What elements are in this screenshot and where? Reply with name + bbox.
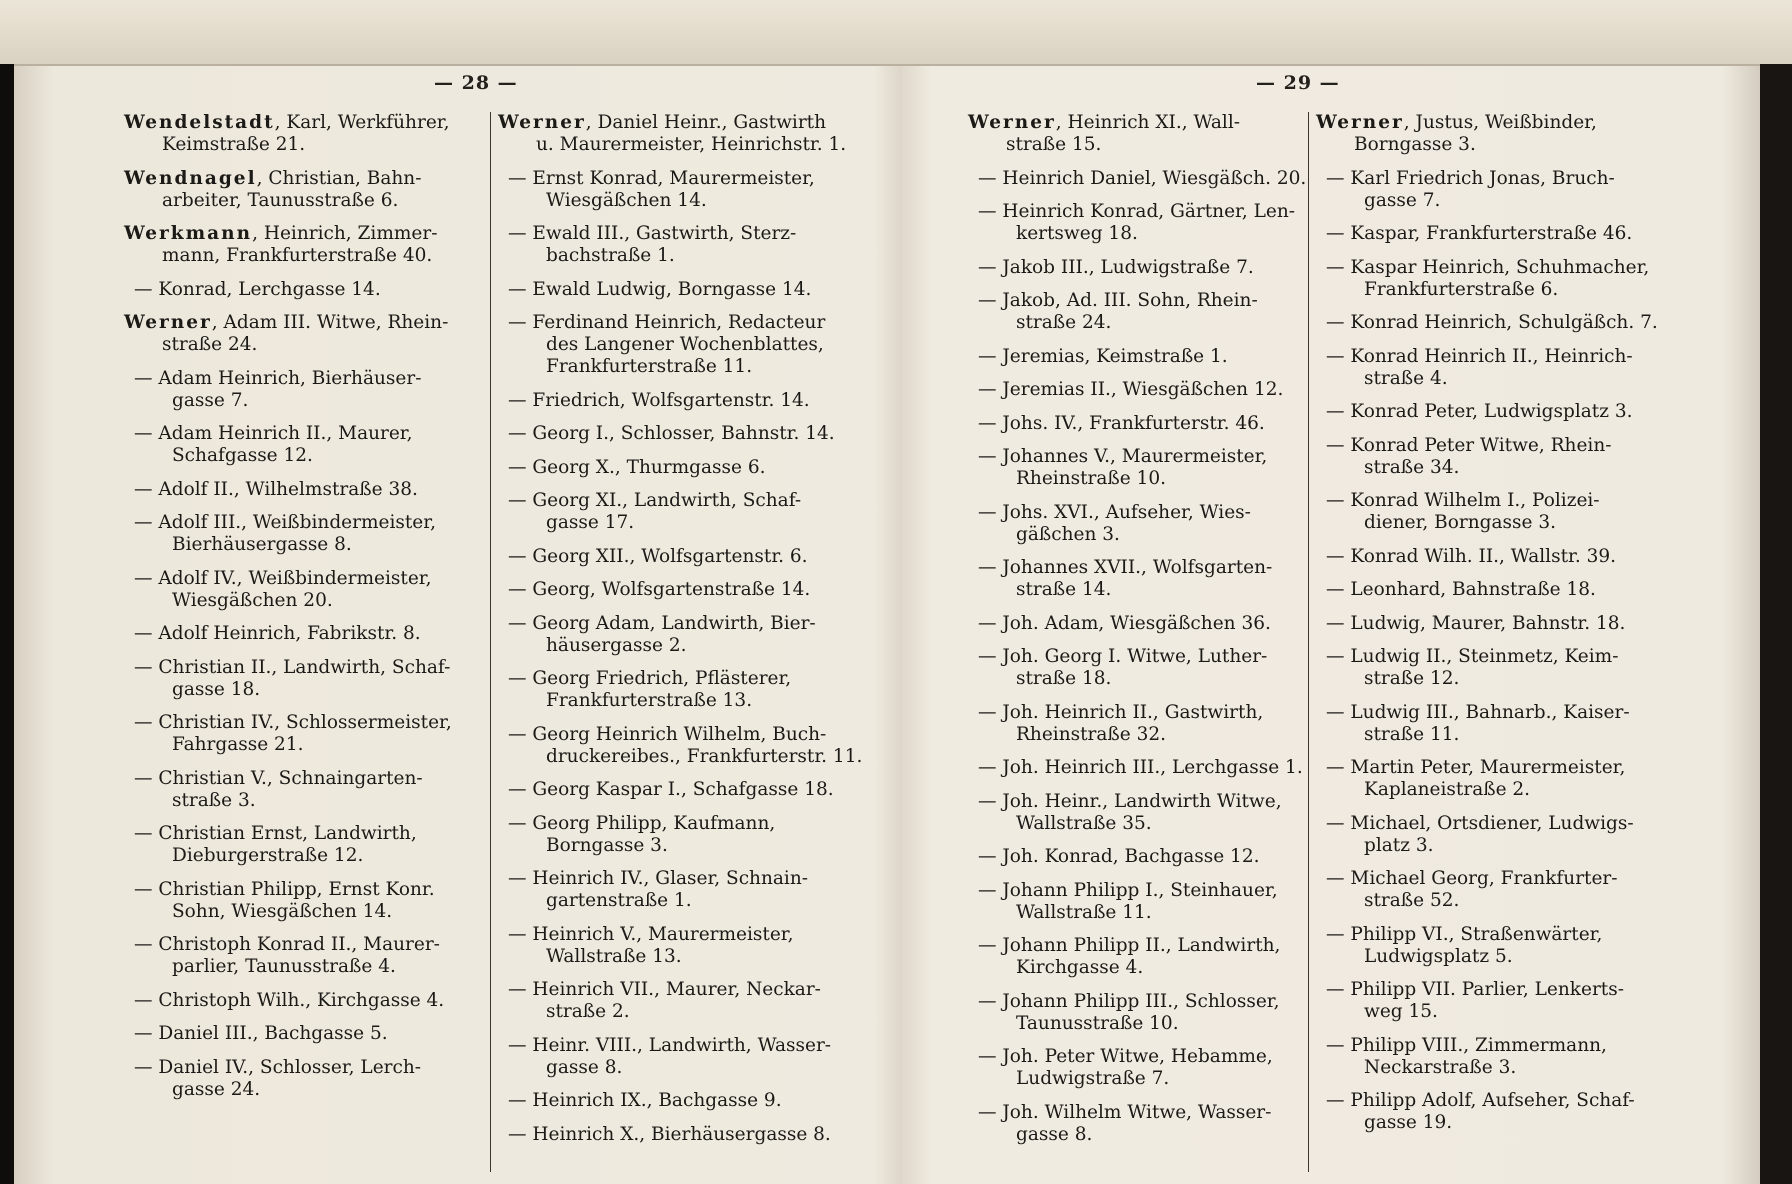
directory-entry <box>498 613 878 657</box>
entry-name: — Christian Ernst, Landwirth, <box>134 823 417 844</box>
column-1 <box>124 112 494 1112</box>
entry-continuation: diener, Borngasse 3. <box>1364 512 1556 533</box>
directory-entry <box>968 702 1328 746</box>
entry-continuation: Fahrgasse 21. <box>172 734 304 755</box>
entry-name: — Ewald III., Gastwirth, Sterz- <box>508 223 797 244</box>
surname: Werner <box>124 312 212 333</box>
directory-entry <box>968 557 1328 601</box>
entry-name: — Ferdinand Heinrich, Redacteur <box>508 312 826 333</box>
entry-name: — Georg I., Schlosser, Bahnstr. 14. <box>508 423 835 444</box>
directory-entry <box>498 1124 878 1146</box>
entry-name: — Heinrich IX., Bachgasse 9. <box>508 1090 782 1111</box>
surname: Wendelstadt <box>124 112 275 133</box>
surname: Werner <box>498 112 586 133</box>
column-divider <box>1308 112 1309 1172</box>
surname: Wendnagel <box>124 167 257 189</box>
entry-name: — Joh. Heinrich II., Gastwirth, <box>978 701 1264 723</box>
directory-entry <box>498 423 878 445</box>
entry-continuation: häusergasse 2. <box>546 634 687 656</box>
directory-entry <box>498 924 878 968</box>
column-2 <box>498 112 878 1157</box>
directory-entry <box>968 168 1328 190</box>
directory-entry <box>124 879 494 923</box>
entry-name: — Konrad Heinrich II., Heinrich- <box>1326 345 1633 367</box>
entry-name: — Johann Philipp II., Landwirth, <box>978 935 1281 956</box>
entry-continuation: Wallstraße 11. <box>1016 901 1152 923</box>
entry-name: — Adam Heinrich II., Maurer, <box>134 423 413 444</box>
directory-entry <box>498 1090 878 1112</box>
directory-entry <box>1316 924 1706 968</box>
entry-name: — Jeremias, Keimstraße 1. <box>978 345 1228 367</box>
entry-continuation: Sohn, Wiesgäßchen 14. <box>172 900 393 922</box>
directory-entry <box>498 223 878 267</box>
entry-name: — Johann Philipp III., Schlosser, <box>978 990 1280 1012</box>
column-divider <box>490 112 491 1172</box>
entry-continuation: Neckarstraße 3. <box>1364 1056 1517 1078</box>
directory-entry <box>968 257 1328 279</box>
directory-entry <box>124 112 494 156</box>
entry-name: Werkmann, Heinrich, Zimmer- <box>124 223 438 244</box>
entry-name: — Konrad Peter, Ludwigsplatz 3. <box>1326 401 1633 422</box>
entry-name: — Joh. Wilhelm Witwe, Wasser- <box>978 1101 1272 1123</box>
entry-continuation: Wiesgäßchen 20. <box>172 589 333 611</box>
directory-entry <box>124 934 494 978</box>
directory-entry <box>968 502 1328 546</box>
entry-continuation: Wiesgäßchen 14. <box>546 189 707 211</box>
entry-continuation: straße 24. <box>162 334 258 355</box>
entry-name: — Ludwig III., Bahnarb., Kaiser- <box>1326 701 1630 723</box>
entry-continuation: Rheinstraße 10. <box>1016 468 1167 489</box>
entry-continuation: gasse 8. <box>1016 1123 1093 1145</box>
entry-name: — Heinrich Daniel, Wiesgäßch. 20. <box>978 167 1307 189</box>
entry-name: Werner, Heinrich XI., Wall- <box>968 112 1240 133</box>
entry-continuation: gäßchen 3. <box>1016 523 1120 545</box>
directory-entry <box>968 446 1328 490</box>
directory-entry <box>1316 346 1706 390</box>
entry-name: — Philipp VIII., Zimmermann, <box>1326 1034 1607 1056</box>
directory-entry <box>1316 168 1706 212</box>
directory-entry <box>968 613 1328 635</box>
entry-continuation: Frankfurterstraße 11. <box>546 356 753 377</box>
directory-entry <box>124 1023 494 1045</box>
entry-name: — Michael Georg, Frankfurter- <box>1326 868 1618 889</box>
entry-name: — Christian IV., Schlossermeister, <box>134 712 452 733</box>
entry-continuation: druckereibes., Frankfurterstr. 11. <box>546 745 863 767</box>
entry-continuation: Borngasse 3. <box>546 834 668 856</box>
entry-name: — Konrad Wilh. II., Wallstr. 39. <box>1326 545 1617 567</box>
directory-entry <box>498 868 878 912</box>
entry-name: — Georg Kaspar I., Schafgasse 18. <box>508 779 834 800</box>
entry-continuation: straße 2. <box>546 1001 630 1022</box>
entry-name: — Jakob III., Ludwigstraße 7. <box>978 256 1254 278</box>
directory-entry <box>124 568 494 612</box>
entry-name: — Ludwig, Maurer, Bahnstr. 18. <box>1326 612 1626 634</box>
entry-continuation: Ludwigsplatz 5. <box>1364 945 1513 967</box>
entry-continuation: Keimstraße 21. <box>162 134 306 155</box>
directory-entry <box>968 1046 1328 1090</box>
entry-name: — Kaspar Heinrich, Schuhmacher, <box>1326 256 1650 278</box>
entry-continuation: straße 52. <box>1364 890 1460 911</box>
entry-name: — Adolf IV., Weißbindermeister, <box>134 567 432 589</box>
entry-name: — Ernst Konrad, Maurermeister, <box>508 167 815 189</box>
entry-name: — Daniel III., Bachgasse 5. <box>134 1023 388 1044</box>
directory-entry <box>124 712 494 756</box>
entry-continuation: gasse 19. <box>1364 1112 1453 1133</box>
entry-name: — Heinrich VII., Maurer, Neckar- <box>508 979 821 1000</box>
directory-entry <box>498 457 878 479</box>
entry-continuation: straße 3. <box>172 789 256 811</box>
directory-entry <box>124 657 494 701</box>
directory-entry <box>498 546 878 568</box>
directory-entry <box>124 223 494 267</box>
entry-name: — Joh. Georg I. Witwe, Luther- <box>978 646 1268 667</box>
entry-name: Wendnagel, Christian, Bahn- <box>124 167 422 189</box>
directory-entry <box>1316 1090 1706 1134</box>
page-29 <box>902 66 1760 1184</box>
directory-entry <box>1316 435 1706 479</box>
directory-entry <box>1316 223 1706 245</box>
entry-continuation: Dieburgerstraße 12. <box>172 845 364 866</box>
entry-name: — Michael, Ortsdiener, Ludwigs- <box>1326 812 1634 834</box>
directory-entry <box>124 1057 494 1101</box>
entry-name: — Jakob, Ad. III. Sohn, Rhein- <box>978 290 1258 311</box>
entry-continuation: gasse 18. <box>172 678 261 700</box>
entry-continuation: straße 11. <box>1364 723 1460 745</box>
entry-name: — Johann Philipp I., Steinhauer, <box>978 879 1278 901</box>
directory-entry <box>968 935 1328 979</box>
entry-continuation: gartenstraße 1. <box>546 890 692 911</box>
entry-continuation: straße 14. <box>1016 579 1112 600</box>
entry-continuation: platz 3. <box>1364 834 1434 856</box>
page-28 <box>14 66 902 1184</box>
entry-continuation: Rheinstraße 32. <box>1016 723 1167 745</box>
entry-name: Wendelstadt, Karl, Werkführer, <box>124 112 450 133</box>
entry-continuation: Wallstraße 13. <box>546 945 682 967</box>
entry-name: — Joh. Adam, Wiesgäßchen 36. <box>978 612 1271 634</box>
directory-entry <box>498 579 878 601</box>
entry-name: — Johs. IV., Frankfurterstr. 46. <box>978 412 1265 434</box>
directory-entry <box>968 791 1328 835</box>
entry-continuation: Taunusstraße 10. <box>1016 1012 1179 1034</box>
entry-continuation: parlier, Taunusstraße 4. <box>172 956 396 977</box>
directory-entry <box>1316 868 1706 912</box>
directory-entry <box>1316 257 1706 301</box>
directory-entry <box>968 201 1328 245</box>
entry-name: — Georg XI., Landwirth, Schaf- <box>508 490 802 511</box>
entry-name: — Konrad Wilhelm I., Polizei- <box>1326 490 1600 511</box>
entry-continuation: gasse 7. <box>1364 189 1441 211</box>
directory-entry <box>124 823 494 867</box>
entry-name: — Christoph Konrad II., Maurer- <box>134 934 440 955</box>
entry-name: — Heinrich Konrad, Gärtner, Len- <box>978 201 1295 222</box>
directory-entry <box>124 623 494 645</box>
directory-entry <box>498 724 878 768</box>
directory-entry <box>968 346 1328 368</box>
directory-entry <box>1316 546 1706 568</box>
entry-name: — Joh. Heinrich III., Lerchgasse 1. <box>978 757 1303 778</box>
directory-entry <box>498 390 878 412</box>
directory-entry <box>498 168 878 212</box>
page-number-left: — 28 — <box>434 72 518 94</box>
entry-name: — Heinr. VIII., Landwirth, Wasser- <box>508 1034 832 1056</box>
entry-continuation: straße 4. <box>1364 367 1448 389</box>
directory-entry <box>1316 813 1706 857</box>
entry-continuation: gasse 17. <box>546 512 635 533</box>
directory-entry <box>1316 112 1706 156</box>
directory-entry <box>968 757 1328 779</box>
entry-continuation: weg 15. <box>1364 1001 1438 1022</box>
surname: Werner <box>968 112 1056 133</box>
directory-entry <box>1316 312 1706 334</box>
directory-entry <box>1316 646 1706 690</box>
directory-entry <box>124 168 494 212</box>
entry-name: — Adolf Heinrich, Fabrikstr. 8. <box>134 623 421 644</box>
previous-page-edge <box>0 0 1792 66</box>
directory-entry <box>124 312 494 356</box>
entry-continuation: straße 18. <box>1016 668 1112 689</box>
directory-entry <box>1316 757 1706 801</box>
directory-entry <box>498 279 878 301</box>
entry-continuation: straße 15. <box>1006 134 1102 155</box>
directory-entry <box>1316 613 1706 635</box>
entry-continuation: Borngasse 3. <box>1354 134 1476 155</box>
entry-continuation: straße 24. <box>1016 312 1112 333</box>
entry-continuation: Frankfurterstraße 6. <box>1364 278 1559 300</box>
entry-continuation: des Langener Wochenblattes, <box>546 334 824 355</box>
entry-continuation: Ludwigstraße 7. <box>1016 1068 1170 1089</box>
entry-name: Werner, Adam III. Witwe, Rhein- <box>124 312 449 333</box>
directory-entry <box>498 779 878 801</box>
entry-continuation: Wallstraße 35. <box>1016 812 1152 834</box>
entry-name: — Christian Philipp, Ernst Konr. <box>134 878 435 900</box>
directory-entry <box>498 979 878 1023</box>
directory-entry <box>1316 401 1706 423</box>
page-number-right: — 29 — <box>1256 72 1340 94</box>
entry-name: — Georg Adam, Landwirth, Bier- <box>508 612 816 634</box>
entry-name: — Adolf III., Weißbindermeister, <box>134 512 436 533</box>
directory-entry <box>498 112 878 156</box>
directory-entry <box>124 423 494 467</box>
directory-entry <box>968 112 1328 156</box>
surname: Werner <box>1316 112 1404 133</box>
entry-name: — Kaspar, Frankfurterstraße 46. <box>1326 223 1633 244</box>
directory-entry <box>968 880 1328 924</box>
entry-name: — Joh. Konrad, Bachgasse 12. <box>978 846 1260 867</box>
entry-name: — Christian V., Schnaingarten- <box>134 767 423 789</box>
entry-continuation: kertsweg 18. <box>1016 223 1138 244</box>
directory-entry <box>498 490 878 534</box>
directory-entry <box>968 413 1328 435</box>
entry-name: Werner, Daniel Heinr., Gastwirth <box>498 112 827 133</box>
directory-entry <box>1316 979 1706 1023</box>
entry-name: — Georg Friedrich, Pflästerer, <box>508 668 792 689</box>
directory-entry <box>1316 702 1706 746</box>
entry-name: — Martin Peter, Maurermeister, <box>1326 757 1626 778</box>
entry-name: — Karl Friedrich Jonas, Bruch- <box>1326 167 1615 189</box>
entry-name: — Johannes V., Maurermeister, <box>978 446 1268 467</box>
entry-continuation: mann, Frankfurterstraße 40. <box>162 245 433 266</box>
column-4 <box>1316 112 1706 1146</box>
entry-continuation: gasse 7. <box>172 389 249 411</box>
entry-continuation: gasse 24. <box>172 1078 261 1100</box>
directory-entry <box>1316 490 1706 534</box>
entry-name: — Philipp Adolf, Aufseher, Schaf- <box>1326 1090 1635 1111</box>
entry-name: — Konrad, Lerchgasse 14. <box>134 278 381 300</box>
entry-continuation: Kirchgasse 4. <box>1016 957 1144 978</box>
entry-name: — Philipp VI., Straßenwärter, <box>1326 923 1603 945</box>
directory-entry <box>968 290 1328 334</box>
entry-continuation: straße 12. <box>1364 668 1460 689</box>
directory-entry <box>124 990 494 1012</box>
entry-name: — Friedrich, Wolfsgartenstr. 14. <box>508 389 810 411</box>
entry-name: — Christoph Wilh., Kirchgasse 4. <box>134 989 445 1011</box>
entry-name: — Adolf II., Wilhelmstraße 38. <box>134 478 418 500</box>
entry-continuation: gasse 8. <box>546 1056 623 1078</box>
entry-name: — Heinrich X., Bierhäusergasse 8. <box>508 1123 831 1145</box>
directory-entry <box>124 368 494 412</box>
entry-continuation: Kaplaneistraße 2. <box>1364 779 1531 800</box>
directory-entry <box>968 646 1328 690</box>
entry-name: — Georg, Wolfsgartenstraße 14. <box>508 579 811 600</box>
directory-entry <box>498 312 878 378</box>
directory-entry <box>124 768 494 812</box>
entry-name: — Georg X., Thurmgasse 6. <box>508 456 766 478</box>
entry-continuation: bachstraße 1. <box>546 245 675 266</box>
directory-entry <box>968 991 1328 1035</box>
entry-name: — Konrad Peter Witwe, Rhein- <box>1326 434 1612 456</box>
entry-name: — Jeremias II., Wiesgäßchen 12. <box>978 379 1284 400</box>
surname: Werkmann <box>124 223 253 244</box>
entry-name: — Johannes XVII., Wolfsgarten- <box>978 557 1273 578</box>
entry-name: Werner, Justus, Weißbinder, <box>1316 112 1597 133</box>
directory-entry <box>124 479 494 501</box>
entry-name: — Georg Philipp, Kaufmann, <box>508 812 776 834</box>
entry-name: — Heinrich V., Maurermeister, <box>508 923 794 945</box>
book-spine <box>0 64 14 1184</box>
entry-name: — Joh. Peter Witwe, Hebamme, <box>978 1046 1273 1067</box>
directory-entry <box>498 668 878 712</box>
directory-entry <box>1316 579 1706 601</box>
entry-name: — Ewald Ludwig, Borngasse 14. <box>508 278 812 300</box>
directory-entry <box>968 846 1328 868</box>
entry-name: — Konrad Heinrich, Schulgäßch. 7. <box>1326 312 1658 333</box>
entry-name: — Georg XII., Wolfsgartenstr. 6. <box>508 545 808 567</box>
column-3 <box>968 112 1328 1157</box>
entry-name: — Johs. XVI., Aufseher, Wies- <box>978 501 1251 523</box>
entry-name: — Philipp VII. Parlier, Lenkerts- <box>1326 979 1624 1000</box>
entry-name: — Christian II., Landwirth, Schaf- <box>134 656 451 678</box>
entry-name: — Ludwig II., Steinmetz, Keim- <box>1326 646 1619 667</box>
entry-name: — Adam Heinrich, Bierhäuser- <box>134 367 422 389</box>
entry-name: — Georg Heinrich Wilhelm, Buch- <box>508 723 827 745</box>
entry-continuation: u. Maurermeister, Heinrichstr. 1. <box>536 134 847 155</box>
entry-continuation: Frankfurterstraße 13. <box>546 690 753 711</box>
directory-entry <box>968 379 1328 401</box>
directory-entry <box>124 512 494 556</box>
directory-entry <box>498 813 878 857</box>
directory-entry <box>1316 1035 1706 1079</box>
directory-entry <box>124 279 494 301</box>
entry-continuation: Schafgasse 12. <box>172 445 313 466</box>
entry-name: — Daniel IV., Schlosser, Lerch- <box>134 1056 422 1078</box>
entry-name: — Heinrich IV., Glaser, Schnain- <box>508 868 809 889</box>
entry-name: — Joh. Heinr., Landwirth Witwe, <box>978 790 1282 812</box>
entry-name: — Leonhard, Bahnstraße 18. <box>1326 579 1596 600</box>
entry-continuation: arbeiter, Taunusstraße 6. <box>162 189 399 211</box>
directory-entry <box>968 1102 1328 1146</box>
book-edge <box>1760 64 1792 1184</box>
entry-continuation: straße 34. <box>1364 456 1460 478</box>
entry-continuation: Bierhäusergasse 8. <box>172 534 352 555</box>
directory-entry <box>498 1035 878 1079</box>
